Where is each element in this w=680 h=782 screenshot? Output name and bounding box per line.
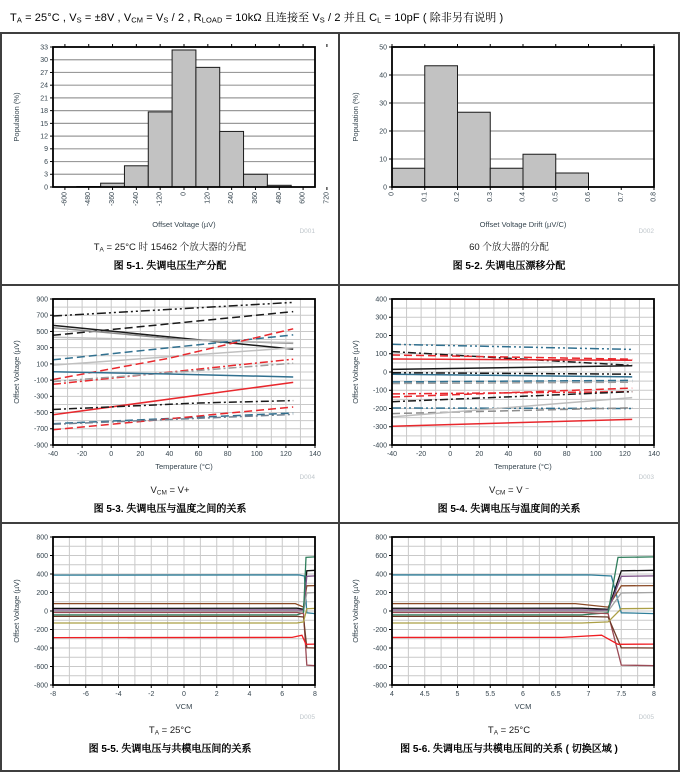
svg-text:D004: D004 xyxy=(299,474,315,481)
offset-voltage-vs-common-mode-chart xyxy=(7,529,333,723)
figure-cell-5-4 xyxy=(340,286,678,524)
svg-text:-400: -400 xyxy=(33,645,48,653)
svg-text:50: 50 xyxy=(379,44,387,52)
svg-text:-100: -100 xyxy=(33,377,48,385)
svg-text:-100: -100 xyxy=(372,387,387,395)
offset-voltage-vs-common-mode-switching-chart xyxy=(346,529,672,723)
figure-caption: 图 5-6. 失调电压与共模电压间的关系 ( 切换区域 ) xyxy=(400,744,618,756)
svg-text:5: 5 xyxy=(455,691,460,698)
svg-text:4: 4 xyxy=(390,691,394,698)
svg-text:VCM: VCM xyxy=(514,702,532,711)
svg-text:0.5: 0.5 xyxy=(552,192,560,202)
figure-cell-5-1 xyxy=(2,34,340,286)
svg-text:600: 600 xyxy=(375,552,387,560)
figure-cell-5-5 xyxy=(2,524,340,770)
svg-text:30: 30 xyxy=(40,57,48,65)
svg-text:-360: -360 xyxy=(109,192,117,207)
svg-text:D003: D003 xyxy=(638,474,654,481)
svg-text:0: 0 xyxy=(388,192,396,196)
figure-caption: 图 5-3. 失调电压与温度之间的关系 xyxy=(93,504,247,516)
svg-text:-400: -400 xyxy=(372,645,387,653)
svg-text:120: 120 xyxy=(280,451,292,458)
offset-voltage-drift-histogram-chart xyxy=(346,39,672,237)
svg-text:33: 33 xyxy=(40,44,48,52)
svg-text:0: 0 xyxy=(109,451,114,458)
svg-text:2: 2 xyxy=(214,691,219,698)
svg-text:21: 21 xyxy=(40,95,48,103)
svg-text:0: 0 xyxy=(180,192,188,196)
svg-text:300: 300 xyxy=(36,345,48,353)
svg-text:18: 18 xyxy=(40,108,48,116)
svg-text:Offset Voltage Drift (µV/C): Offset Voltage Drift (µV/C) xyxy=(479,220,567,229)
svg-text:400: 400 xyxy=(375,571,387,579)
figure-caption: 图 5-4. 失调电压与温度间的关系 xyxy=(437,504,581,516)
svg-text:0.4: 0.4 xyxy=(519,192,527,202)
svg-text:-900: -900 xyxy=(33,442,48,450)
svg-text:-300: -300 xyxy=(372,424,387,432)
svg-text:0: 0 xyxy=(182,691,186,698)
svg-text:20: 20 xyxy=(379,128,387,136)
svg-text:4: 4 xyxy=(247,691,252,698)
svg-text:4.5: 4.5 xyxy=(419,691,430,698)
svg-text:100: 100 xyxy=(36,361,48,369)
svg-text:12: 12 xyxy=(40,133,48,141)
svg-text:-600: -600 xyxy=(372,663,387,671)
figure-condition: $V_{CM} = V+$ xyxy=(150,485,190,497)
svg-text:9: 9 xyxy=(44,146,48,154)
figure-condition: 60 个放大器的分配 xyxy=(469,242,549,253)
svg-text:3: 3 xyxy=(44,171,48,179)
svg-text:27: 27 xyxy=(40,69,48,77)
svg-text:720: 720 xyxy=(323,192,331,204)
svg-text:Temperature (°C): Temperature (°C) xyxy=(155,462,213,471)
svg-text:80: 80 xyxy=(223,451,232,458)
svg-text:900: 900 xyxy=(36,296,48,304)
svg-text:0: 0 xyxy=(383,369,387,377)
svg-text:6.5: 6.5 xyxy=(550,691,561,698)
svg-text:-500: -500 xyxy=(33,409,48,417)
svg-text:20: 20 xyxy=(475,451,484,458)
svg-text:0: 0 xyxy=(44,184,48,192)
svg-text:-40: -40 xyxy=(386,451,398,458)
svg-text:-700: -700 xyxy=(33,426,48,434)
svg-text:-200: -200 xyxy=(33,626,48,634)
svg-text:500: 500 xyxy=(36,328,48,336)
svg-text:Temperature (°C): Temperature (°C) xyxy=(494,462,552,471)
figure-condition: $T_A = 25^\circ C$ xyxy=(487,725,531,737)
svg-text:0.8: 0.8 xyxy=(650,192,658,202)
svg-text:-400: -400 xyxy=(372,442,387,450)
figure-caption: 图 5-2. 失调电压漂移分配 xyxy=(452,261,566,272)
figure-condition: $V_{CM} = V$ − xyxy=(489,485,529,497)
svg-text:60: 60 xyxy=(194,451,203,458)
svg-text:6: 6 xyxy=(44,158,48,166)
svg-text:-120: -120 xyxy=(156,192,164,207)
svg-text:300: 300 xyxy=(375,314,387,322)
svg-text:-300: -300 xyxy=(33,393,48,401)
figure-grid xyxy=(0,32,680,772)
svg-text:20: 20 xyxy=(136,451,145,458)
svg-text:140: 140 xyxy=(648,451,660,458)
svg-text:120: 120 xyxy=(204,192,212,204)
svg-text:40: 40 xyxy=(504,451,513,458)
svg-text:-20: -20 xyxy=(416,451,427,458)
offset-voltage-vs-temperature-chart-2 xyxy=(346,291,672,483)
svg-text:100: 100 xyxy=(375,351,387,359)
figure-cell-5-3 xyxy=(2,286,340,524)
svg-text:7.5: 7.5 xyxy=(616,691,627,698)
svg-text:-2: -2 xyxy=(148,691,155,698)
svg-text:-240: -240 xyxy=(132,192,140,207)
svg-text:6: 6 xyxy=(280,691,285,698)
figure-cell-5-6 xyxy=(340,524,678,770)
offset-voltage-histogram-chart xyxy=(7,39,333,237)
svg-text:0: 0 xyxy=(383,608,387,616)
svg-text:5.5: 5.5 xyxy=(485,691,496,698)
svg-text:0: 0 xyxy=(448,451,453,458)
figure-caption: 图 5-1. 失调电压生产分配 xyxy=(113,261,227,273)
svg-text:VCM: VCM xyxy=(175,702,193,711)
svg-text:Offset Voltage (µV): Offset Voltage (µV) xyxy=(351,340,360,404)
svg-text:0: 0 xyxy=(44,608,48,616)
test-conditions-header: $T_A = 25^\circ C$ , $V_S = \pm 8V$ , $V_{CM} = V_S / 2$ , $R_{LOAD} = 10k\Omega$ 且连接至 $V_S / 2$ 并且 $C_L = 10pF$ ( 除非另有说明 ) xyxy=(10,12,504,25)
svg-text:80: 80 xyxy=(562,451,571,458)
svg-text:40: 40 xyxy=(165,451,174,458)
svg-text:200: 200 xyxy=(36,589,48,597)
svg-text:140: 140 xyxy=(309,451,321,458)
svg-text:D005: D005 xyxy=(638,714,654,721)
svg-text:D005: D005 xyxy=(299,714,315,721)
figure-cell-5-2 xyxy=(340,34,678,286)
svg-text:600: 600 xyxy=(299,192,307,204)
svg-text:Offset Voltage (µV): Offset Voltage (µV) xyxy=(12,340,21,404)
svg-text:60: 60 xyxy=(533,451,542,458)
svg-text:15: 15 xyxy=(40,120,48,128)
svg-text:7: 7 xyxy=(586,691,591,698)
svg-text:Offset Voltage (µV): Offset Voltage (µV) xyxy=(351,579,360,643)
svg-text:-6: -6 xyxy=(82,691,89,698)
svg-text:Offset Voltage (µV): Offset Voltage (µV) xyxy=(12,579,21,643)
svg-text:-40: -40 xyxy=(47,451,59,458)
svg-text:-600: -600 xyxy=(61,192,69,207)
svg-text:240: 240 xyxy=(228,192,236,204)
svg-text:0.6: 0.6 xyxy=(585,192,592,202)
figure-condition: $T_A = 25^\circ C$ 时 15462 个放大器的分配 xyxy=(93,242,247,254)
svg-text:120: 120 xyxy=(619,451,631,458)
svg-text:10: 10 xyxy=(379,156,387,164)
svg-text:-200: -200 xyxy=(372,626,387,634)
svg-text:0.3: 0.3 xyxy=(486,192,494,202)
svg-text:0.2: 0.2 xyxy=(454,192,461,202)
svg-text:700: 700 xyxy=(36,312,48,320)
svg-text:-600: -600 xyxy=(33,663,48,671)
svg-text:100: 100 xyxy=(589,451,602,458)
svg-text:200: 200 xyxy=(375,589,387,597)
svg-text:0: 0 xyxy=(383,184,387,192)
svg-text:100: 100 xyxy=(250,451,263,458)
svg-text:600: 600 xyxy=(36,552,48,560)
svg-text:8: 8 xyxy=(313,691,317,698)
svg-text:400: 400 xyxy=(36,571,48,579)
svg-text:-800: -800 xyxy=(33,682,48,690)
svg-text:Population (%): Population (%) xyxy=(351,92,360,142)
svg-text:-200: -200 xyxy=(372,405,387,413)
svg-text:-480: -480 xyxy=(85,192,93,207)
svg-text:30: 30 xyxy=(379,100,387,108)
svg-text:-800: -800 xyxy=(372,682,387,690)
svg-text:200: 200 xyxy=(375,332,387,340)
figure-condition: $T_A = 25^\circ C$ xyxy=(148,725,192,737)
svg-text:Population (%): Population (%) xyxy=(12,92,21,142)
svg-text:800: 800 xyxy=(375,534,387,542)
svg-text:40: 40 xyxy=(379,72,387,80)
svg-text:-8: -8 xyxy=(49,691,57,698)
svg-text:800: 800 xyxy=(36,534,48,542)
svg-text:360: 360 xyxy=(251,191,259,204)
svg-text:24: 24 xyxy=(40,82,48,90)
svg-text:D001: D001 xyxy=(299,228,315,235)
svg-text:400: 400 xyxy=(375,296,387,304)
svg-text:0.1: 0.1 xyxy=(421,192,429,202)
svg-text:0.7: 0.7 xyxy=(617,192,625,202)
svg-text:D002: D002 xyxy=(638,228,654,235)
svg-text:8: 8 xyxy=(652,691,656,698)
svg-text:6: 6 xyxy=(521,691,525,698)
figure-caption: 图 5-5. 失调电压与共模电压间的关系 xyxy=(88,744,252,756)
svg-text:480: 480 xyxy=(275,192,283,204)
svg-text:-4: -4 xyxy=(115,691,122,698)
offset-voltage-vs-temperature-chart xyxy=(7,291,333,483)
svg-text:Offset Voltage (µV): Offset Voltage (µV) xyxy=(152,220,216,229)
svg-text:-20: -20 xyxy=(77,451,88,458)
